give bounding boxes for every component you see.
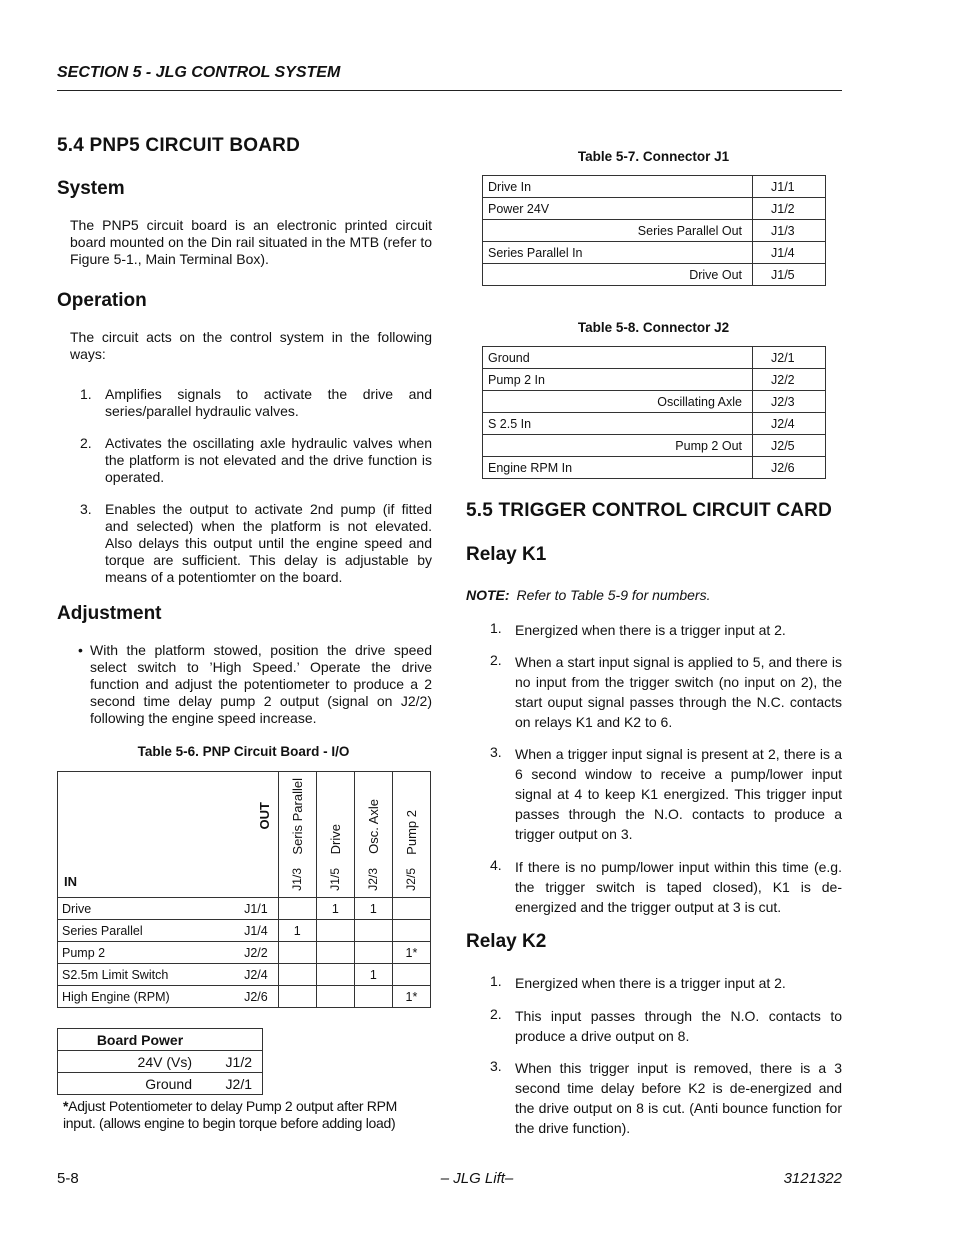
j2-label: Ground (483, 347, 753, 369)
system-paragraph: The PNP5 circuit board is an electronic printed circuit board mounted on the Din rail situated in the MTB (refer to Figure 5-1., Main Terminal Box). (70, 217, 432, 267)
header-rule (57, 90, 842, 91)
heading-relay-k1: Relay K1 (466, 544, 547, 565)
footnote-star: * (63, 1098, 69, 1114)
io-cell (278, 942, 316, 964)
io-row (58, 964, 431, 986)
footer-center: – JLG Lift– (440, 1170, 514, 1187)
j1-row (483, 176, 826, 198)
j1-label: Series Parallel Out (483, 220, 753, 242)
j1-row (483, 242, 826, 264)
io-row (58, 942, 431, 964)
io-cell (354, 920, 392, 942)
note-text: Refer to Table 5-9 for numbers. (516, 587, 711, 603)
k1-item-4-text: If there is no pump/lower input within this time (e.g. the trigger switch is taped closed), K1 is de-energized and the trigger output at 3 is cut. (515, 859, 842, 915)
io-col-name: Drive (327, 823, 343, 855)
heading-operation: Operation (57, 290, 147, 311)
k1-item-2-text: When a start input signal is applied to 5, and there is no input from the trigger switch (no input on 2), the start ouput signal passes through the N.C. contacts on relays K1 and K2 to 6. (515, 654, 842, 730)
io-col-name: Osc. Axle (365, 799, 381, 855)
io-cell (316, 920, 354, 942)
io-cell (278, 964, 316, 986)
io-cell (392, 964, 430, 986)
note-label: NOTE: (466, 587, 510, 603)
j1-label: Drive In (483, 176, 753, 198)
io-cell (316, 986, 354, 1008)
io-table (57, 771, 431, 1008)
io-cell: 1 (278, 920, 316, 942)
io-col-pin: J1/3 (290, 868, 305, 891)
io-cell: 1* (392, 942, 430, 964)
op-item-2-num: 2. (80, 435, 92, 451)
j1-row (483, 264, 826, 286)
j1-pin: J1/2 (753, 198, 826, 220)
io-col-header (392, 772, 430, 898)
j2-row (483, 391, 826, 413)
board-power-name: Ground (58, 1073, 203, 1095)
io-row-label: High Engine (RPM) J2/6 (58, 986, 279, 1008)
k2-item-3-num: 3. (490, 1058, 502, 1074)
j2-row (483, 457, 826, 479)
connector-j1-table (482, 175, 826, 286)
k1-item-3-text: When a trigger input signal is present at 2, there is a 6 second window to receive a pump/lower input signal at 4 to keep K1 energized. This trigger input passes through the N.O. contacts to produce a trigger output on 3. (515, 746, 842, 842)
adjust-paragraph: With the platform stowed, position the drive speed select switch to ’High Speed.’ Operate the drive function and adjust the potentiometer to produce a 2 second time delay pump 2 output (signal on J2/2) following the engine speed increase. (90, 642, 432, 726)
footnote-text: Adjust Potentiometer to delay Pump 2 output after RPM input. (allows engine to begin torque before adding load) (63, 1098, 397, 1131)
io-row-label: Pump 2 J2/2 (58, 942, 279, 964)
op-item-1-num: 1. (80, 386, 92, 402)
j1-pin: J1/1 (753, 176, 826, 198)
j2-label: Pump 2 Out (483, 435, 753, 457)
io-cell: 1 (316, 898, 354, 920)
io-cell (278, 986, 316, 1008)
io-row-label: S2.5m Limit Switch J2/4 (58, 964, 279, 986)
io-cell: 1 (354, 964, 392, 986)
io-footnote (63, 1098, 433, 1132)
io-cell (392, 920, 430, 942)
heading-5-4: 5.4 PNP5 CIRCUIT BOARD (57, 135, 300, 156)
j2-pin: J2/1 (753, 347, 826, 369)
board-power-table (57, 1028, 263, 1095)
io-col-header (354, 772, 392, 898)
k1-item-1-text: Energized when there is a trigger input at 2. (515, 622, 786, 638)
io-row (58, 898, 431, 920)
j1-label: Series Parallel In (483, 242, 753, 264)
board-power-name: 24V (Vs) (58, 1051, 203, 1073)
j2-row (483, 413, 826, 435)
k2-item-1-text: Energized when there is a trigger input at 2. (515, 975, 786, 991)
j2-row (483, 369, 826, 391)
j2-pin: J2/6 (753, 457, 826, 479)
io-row-label: Series Parallel J1/4 (58, 920, 279, 942)
j1-row (483, 198, 826, 220)
io-col-pin: J2/5 (404, 868, 419, 891)
j1-pin: J1/5 (753, 264, 826, 286)
j2-row (483, 347, 826, 369)
op-item-2-text: Activates the oscillating axle hydraulic valves when the platform is not elevated and the drive function is operated. (105, 435, 432, 485)
heading-adjustment: Adjustment (57, 603, 162, 624)
j2-pin: J2/5 (753, 435, 826, 457)
j2-caption: Table 5-8. Connector J2 (577, 320, 730, 335)
board-power-pin: J2/1 (202, 1073, 263, 1095)
board-power-title: Board Power (58, 1029, 263, 1051)
board-power-pin: J1/2 (202, 1051, 263, 1073)
j1-pin: J1/4 (753, 242, 826, 264)
k1-item-2-num: 2. (490, 652, 502, 668)
op-item-3-text: Enables the output to activate 2nd pump (if fitted and selected) when the platform is not elevated. Also delays this output until the engine speed and torque are sufficient. This delay is adjustable by means of a potentiomter on the board. (105, 501, 432, 585)
io-col-pin: J1/5 (328, 868, 343, 891)
k2-item-2-text: This input passes through the N.O. contacts to produce a drive output on 8. (515, 1008, 842, 1044)
j2-label: Pump 2 In (483, 369, 753, 391)
io-cell (392, 898, 430, 920)
document-number: 3121322 (783, 1170, 842, 1187)
section-header: SECTION 5 - JLG CONTROL SYSTEM (57, 64, 341, 81)
adjust-bullet: • (78, 642, 83, 658)
heading-5-5: 5.5 TRIGGER CONTROL CIRCUIT CARD (466, 500, 833, 521)
note (466, 587, 710, 603)
io-cell (316, 964, 354, 986)
op-item-1-text: Amplifies signals to activate the drive and series/parallel hydraulic valves. (105, 386, 432, 419)
io-table-caption: Table 5-6. PNP Circuit Board - I/O (137, 744, 350, 759)
io-cell (354, 986, 392, 1008)
k1-item-4-num: 4. (490, 857, 502, 873)
k2-item-1-num: 1. (490, 973, 502, 989)
j1-label: Drive Out (483, 264, 753, 286)
io-row (58, 986, 431, 1008)
j1-caption: Table 5-7. Connector J1 (577, 149, 730, 164)
j2-label: Oscillating Axle (483, 391, 753, 413)
io-col-name: Pump 2 (403, 809, 419, 855)
io-out-label: OUT (256, 802, 272, 830)
j1-row (483, 220, 826, 242)
j2-label: S 2.5 In (483, 413, 753, 435)
k1-item-3-num: 3. (490, 744, 502, 760)
io-in-label: IN (64, 874, 77, 889)
j2-pin: J2/2 (753, 369, 826, 391)
io-header-corner (58, 772, 279, 898)
io-cell: 1* (392, 986, 430, 1008)
j2-label: Engine RPM In (483, 457, 753, 479)
j1-label: Power 24V (483, 198, 753, 220)
k2-item-3-text: When this trigger input is removed, there is a 3 second time delay before K2 is de-energized and the drive output on 8 is cut. (Anti bounce function for the drive function). (515, 1060, 842, 1136)
connector-j2-table (482, 346, 826, 479)
io-cell (278, 898, 316, 920)
io-col-pin: J2/3 (366, 868, 381, 891)
j2-pin: J2/4 (753, 413, 826, 435)
io-col-name: Seris Parallel (289, 777, 305, 855)
j2-pin: J2/3 (753, 391, 826, 413)
io-row (58, 920, 431, 942)
io-cell (354, 942, 392, 964)
op-item-3-num: 3. (80, 501, 92, 517)
io-cell (316, 942, 354, 964)
heading-relay-k2: Relay K2 (466, 931, 547, 952)
page-number: 5-8 (57, 1170, 79, 1187)
j2-row (483, 435, 826, 457)
k1-item-1-num: 1. (490, 620, 502, 636)
io-col-header (316, 772, 354, 898)
io-row-label: Drive J1/1 (58, 898, 279, 920)
io-col-header (278, 772, 316, 898)
operation-paragraph: The circuit acts on the control system in the following ways: (70, 329, 432, 362)
io-cell: 1 (354, 898, 392, 920)
k2-item-2-num: 2. (490, 1006, 502, 1022)
heading-system: System (57, 178, 125, 199)
j1-pin: J1/3 (753, 220, 826, 242)
